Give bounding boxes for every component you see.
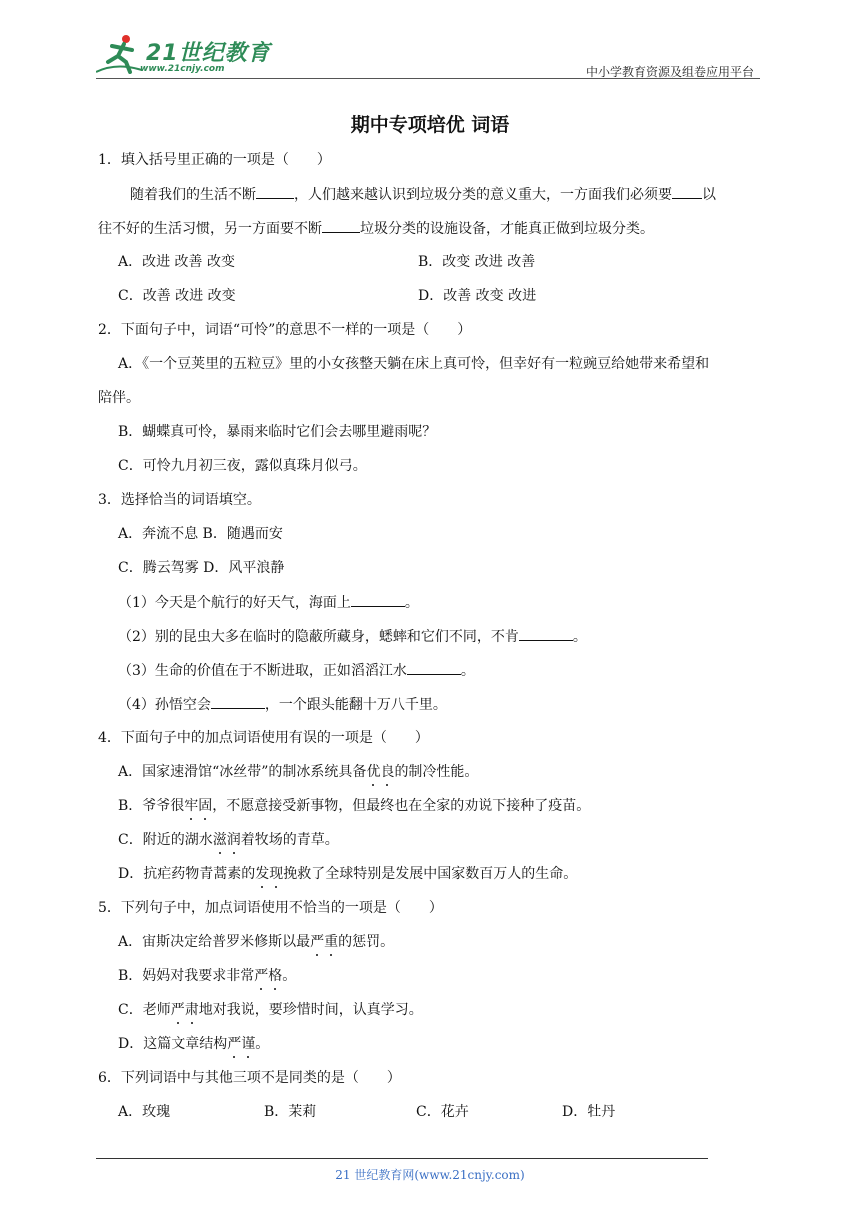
q4-text: B．爷爷很 <box>118 798 185 814</box>
dotted-word: 滋 <box>212 832 227 848</box>
q4-text: 挽救了全球特别是发展中国家数百万人的生命。 <box>283 866 578 882</box>
q1-stem: 1．填入括号里正确的一项是（ ） <box>98 152 331 168</box>
footer-link[interactable]: 21 世纪教育网(www.21cnjy.com) <box>335 1168 525 1182</box>
q4-text: C．附近的湖水 <box>118 832 213 848</box>
q5-option-d <box>118 1034 269 1054</box>
q2-option-b: B．蝴蝶真可怜，暴雨来临时它们会去哪里避雨呢？ <box>118 424 437 440</box>
dotted-word: 严 <box>227 1036 242 1052</box>
dotted-word: 发 <box>255 866 270 882</box>
q5-text: D．这篇文章结构 <box>118 1036 228 1052</box>
q3-text: （4）孙悟空会 <box>118 697 211 713</box>
q5-text: B．妈妈对我要求非常 <box>118 968 255 984</box>
q1-blank-1 <box>256 184 294 199</box>
q4-text: ，不愿意接受新事物，但最终也在全家的劝说下接种了疫苗。 <box>212 798 591 814</box>
q1-text: ，人们越来越认识到垃圾分类的意义重大，一方面我们必须要 <box>294 187 672 203</box>
q3-text: （3）生命的价值在于不断进取，正如滔滔江水 <box>118 663 407 679</box>
q1-text: 随着我们的生活不断 <box>130 187 256 203</box>
footer-divider <box>96 1158 708 1159</box>
q6-stem: 6．下列词语中与其他三项不是同类的是（ ） <box>98 1070 401 1086</box>
q1-text: 以 <box>702 187 716 203</box>
q5-text: A．宙斯决定给普罗米修斯以最 <box>118 934 311 950</box>
q3-blank-1 <box>351 592 405 607</box>
q5-option-b <box>118 966 296 986</box>
runner-logo-icon <box>96 32 144 74</box>
q4-text: A．国家速滑馆“冰丝带”的制冰系统具备 <box>118 764 367 780</box>
dotted-word: 润 <box>226 832 241 848</box>
q6-option-c: C．花卉 <box>416 1104 469 1120</box>
dotted-word: 良 <box>380 764 395 780</box>
q6-option-b: B．茉莉 <box>264 1104 317 1120</box>
q4-option-c <box>118 830 339 850</box>
q1-option-c: C．改善 改进 改变 <box>118 288 236 304</box>
q5-text: C．老师 <box>118 1002 171 1018</box>
header-platform-text: 中小学教育资源及组卷应用平台 <box>585 65 754 79</box>
q1-text: 往不好的生活习惯，另一方面要不断 <box>98 221 322 237</box>
site-logo <box>96 30 296 76</box>
dotted-word: 固 <box>198 798 213 814</box>
q2-option-a-line1: A．《一个豆荚里的五粒豆》里的小女孩整天躺在床上真可怜，但幸好有一粒豌豆给她带来希望和 <box>118 356 710 372</box>
q4-text: 着牧场的青草。 <box>240 832 339 848</box>
q4-stem: 4．下面句子中的加点词语使用有误的一项是（ ） <box>98 730 429 746</box>
dotted-word: 重 <box>324 934 339 950</box>
q5-text: 。 <box>255 1036 270 1052</box>
q3-sentence-1 <box>118 592 419 613</box>
q1-blank-2 <box>672 184 702 199</box>
q3-options-cd: C．腾云驾雾 D．风平浪静 <box>118 560 285 576</box>
dotted-word: 现 <box>269 866 284 882</box>
q4-option-d <box>118 864 577 884</box>
q5-text: 地对我说，要珍惜时间，认真学习。 <box>198 1002 423 1018</box>
q4-text: 的制冷性能。 <box>394 764 479 780</box>
q3-text: ，一个跟头能翻十万八千里。 <box>264 697 447 713</box>
q4-option-a <box>118 762 478 782</box>
q5-option-a <box>118 932 394 952</box>
header-divider <box>96 78 760 79</box>
dotted-word: 格 <box>268 968 283 984</box>
q6-option-d: D．牡丹 <box>562 1104 616 1120</box>
q2-option-a-line2: 陪伴。 <box>98 390 140 406</box>
q1-option-d: D．改善 改变 改进 <box>418 288 537 304</box>
q3-blank-4 <box>211 694 265 709</box>
q5-text: 。 <box>282 968 297 984</box>
dotted-word: 牢 <box>184 798 199 814</box>
q3-sentence-4 <box>118 694 447 715</box>
dotted-word: 谨 <box>241 1036 256 1052</box>
q1-passage-line2 <box>98 218 654 239</box>
q3-options-ab: A．奔流不息 B．随遇而安 <box>118 526 283 542</box>
q3-text: （1）今天是个航行的好天气，海面上 <box>118 595 351 611</box>
q5-text: 的惩罚。 <box>338 934 395 950</box>
q3-sentence-3 <box>118 660 475 681</box>
q1-passage-line1 <box>130 184 716 205</box>
q3-text: 。 <box>404 595 419 611</box>
dotted-word: 严 <box>254 968 269 984</box>
q1-blank-3 <box>322 218 360 233</box>
q4-option-b <box>118 796 590 816</box>
q1-option-b: B．改变 改进 改善 <box>418 254 536 270</box>
q6-option-a: A．玫瑰 <box>118 1104 171 1120</box>
dotted-word: 严 <box>170 1002 185 1018</box>
q4-text: D．抗疟药物青蒿素的 <box>118 866 256 882</box>
q1-option-a: A．改进 改善 改变 <box>118 254 236 270</box>
q3-stem: 3．选择恰当的词语填空。 <box>98 492 261 508</box>
dotted-word: 肃 <box>184 1002 199 1018</box>
q3-blank-2 <box>519 626 573 641</box>
q5-option-c <box>118 1000 423 1020</box>
q3-blank-3 <box>407 660 461 675</box>
logo-url: www.21cnjy.com <box>140 64 225 74</box>
page-header <box>96 30 760 80</box>
logo-text: 21世纪教育 <box>146 41 271 66</box>
q3-text: 。 <box>460 663 475 679</box>
q3-text: （2）别的昆虫大多在临时的隐蔽所藏身，蟋蟀和它们不同，不肯 <box>118 629 519 645</box>
q5-stem: 5．下列句子中，加点词语使用不恰当的一项是（ ） <box>98 900 443 916</box>
dotted-word: 优 <box>366 764 381 780</box>
q3-sentence-2 <box>118 626 587 647</box>
q2-stem: 2．下面句子中，词语“可怜”的意思不一样的一项是（ ） <box>98 322 472 338</box>
q2-option-c: C．可怜九月初三夜，露似真珠月似弓。 <box>118 458 367 474</box>
q1-text: 垃圾分类的设施设备，才能真正做到垃圾分类。 <box>360 221 654 237</box>
dotted-word: 严 <box>310 934 325 950</box>
q3-text: 。 <box>572 629 587 645</box>
page-title: 期中专项培优 词语 <box>350 114 510 136</box>
